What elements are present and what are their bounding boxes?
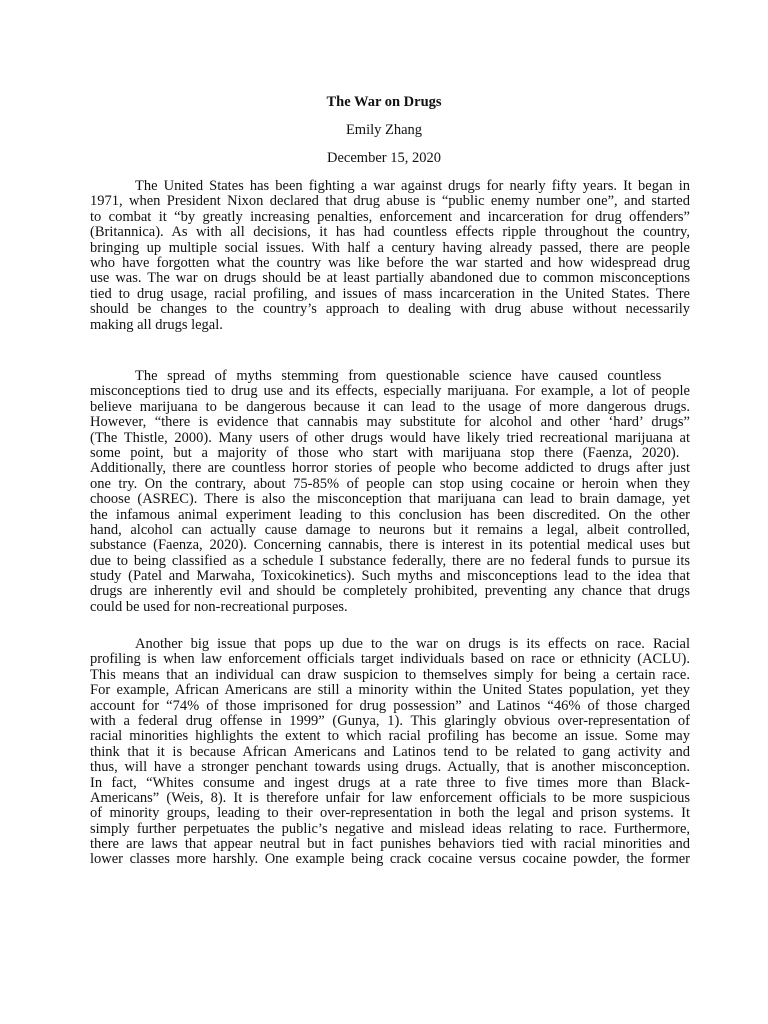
paragraph-line: due to being classified as a schedule I substance federally, there are no federal funds to pursue its [90,552,690,569]
paragraph-line: choose (ASREC). There is also the misconception that marijuana can lead to brain damage, yet [90,491,690,508]
paragraph-line: misconceptions tied to drug use and its effects, especially marijuana. For example, a lot of people [90,383,690,400]
paragraph-line: of minority groups, leading to their over-representation in both the legal and prison systems. It [90,805,690,822]
paragraph-line: think that it is because African Americans and Latinos tend to be related to gang activity and [90,743,690,760]
paragraph-line: use was. The war on drugs should be at least partially abandoned due to common misconceptions [90,270,690,287]
paragraph-line: the infamous animal experiment leading to this conclusion has been discredited. On the other [90,506,690,523]
paragraph-line: who have forgotten what the country was like before the war started and how widespread drug [90,254,690,271]
paragraph-line: hand, alcohol can actually cause damage to neurons but it remains a legal, albeit controlled, [90,521,690,538]
document-date: December 15, 2020 [327,150,441,166]
paragraph-line: one try. On the contrary, about 75-85% of people can stop using cocaine or heroin when they [90,475,690,492]
paragraph-line: Another big issue that pops up due to the war on drugs is its effects on race. Racial [135,636,690,652]
paragraph-line: to combat it “by greatly increasing penalties, enforcement and incarceration for drug offenders” [90,208,690,225]
paragraph-line: should be changes to the country’s approach to dealing with drug abuse without necessarily [90,301,690,318]
paragraph-line: could be used for non-recreational purposes. [90,598,348,615]
paragraph-line: For example, African Americans are still a minority within the United States population, yet they [90,682,690,699]
paragraph-line: Americans” (Weis, 8). It is therefore unfair for law enforcement officials to be more suspicious [90,789,690,806]
paragraph-line: (The Thistle, 2000). Many users of other drugs would have likely tried recreational marijuana at [90,429,690,446]
paragraph-line: believe marijuana to be dangerous because it can lead to the usage of more dangerous drugs. [90,398,690,415]
paragraph-line: However, “there is evidence that cannabis may substitute for alcohol and other ‘hard’ drugs” [90,414,690,431]
paragraph-line: The United States has been fighting a war against drugs for nearly fifty years. It began in [135,178,690,194]
paragraph-line: thus, will have a stronger penchant towards using drugs. Actually, that is another misconception. [90,759,690,776]
paragraph-line: some point, but a majority of those who start with marijuana stop there (Faenza, 2020). [90,444,680,461]
paragraph-line: bringing up multiple social issues. With half a century having already passed, there are people [90,239,690,256]
paragraph-line: study (Patel and Marwaha, Toxicokinetics). Such myths and misconceptions lead to the idea that [90,568,690,585]
paragraph-line: simply further perpetuates the public’s negative and mislead ideas relating to race. Furthermore, [90,820,690,837]
paragraph-line: there are laws that appear neutral but in fact punishes behaviors tied with racial minorities and [90,836,690,853]
document-author: Emily Zhang [345,122,423,138]
paragraph-line: Additionally, there are countless horror stories of people who become addicted to drugs after just [90,460,690,477]
paragraph-line: with a federal drug offense in 1999” (Gunya, 1). This glaringly obvious over-representation of [90,712,690,729]
document-title: The War on Drugs [326,94,442,110]
paragraph-intro [90,179,690,333]
paragraph-line: This means that an individual can draw suspicion to themselves simply for being a certain race. [90,666,690,683]
paragraph-racial-profiling [90,637,690,868]
paragraph-line: substance (Faenza, 2020). Concerning cannabis, there is interest in its potential medical uses but [90,537,690,554]
paragraph-line: 1971, when President Nixon declared that drug abuse is “public enemy number one”, and started [90,193,690,210]
paragraph-misconceptions [90,369,690,615]
paragraph-line: In fact, “Whites consume and ingest drugs at a rate three to five times more than Black- [90,774,690,791]
paragraph-line: tied to drug usage, racial profiling, and issues of mass incarceration in the United States. There [90,285,690,302]
paragraph-line: (Britannica). As with all decisions, it has had countless effects ripple throughout the country, [90,224,690,241]
paragraph-line: racial minorities highlights the extent to which racial profiling has become an issue. Some may [90,728,690,745]
paragraph-line: account for “74% of those imprisoned for drug possession” and Latinos “46% of those charged [90,697,690,714]
paragraph-line: lower classes more harshly. One example being crack cocaine versus cocaine powder, the former [90,851,690,868]
paragraph-line: drugs are inherently evil and should be completely prohibited, preventing any chance that drugs [90,583,690,600]
paragraph-line: profiling is when law enforcement officials target individuals based on race or ethnicity (ACLU). [90,651,690,668]
paragraph-line: making all drugs legal. [90,316,223,333]
paragraph-line: The spread of myths stemming from questionable science have caused countless [135,368,662,384]
